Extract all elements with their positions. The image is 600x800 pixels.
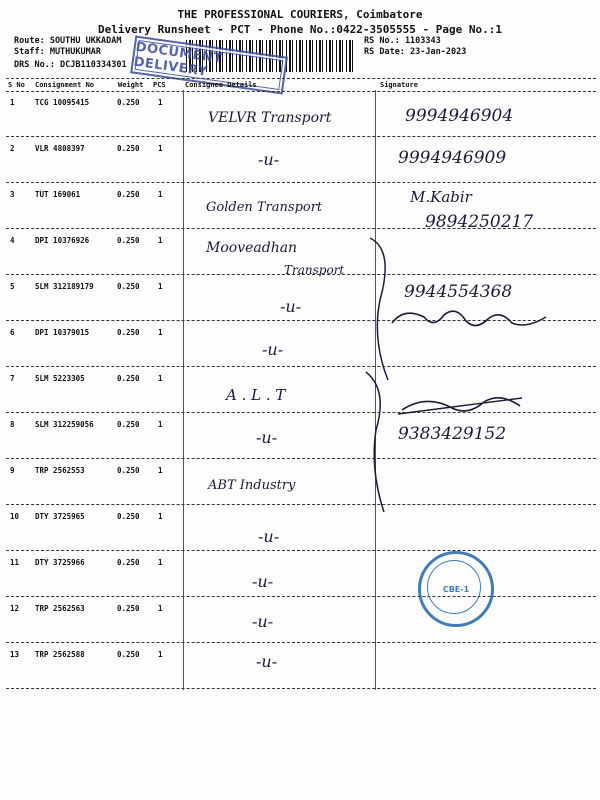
handwritten-consignee-7: A . L . T [226, 386, 286, 404]
row-pcs: 1 [158, 558, 163, 567]
row-separator [6, 458, 596, 459]
row-consignment-no: DTY 3725966 [35, 558, 85, 567]
row-weight: 0.250 [117, 144, 140, 153]
row-sno: 1 [10, 98, 15, 107]
handwritten-consignee-1: VELVR Transport [208, 110, 332, 126]
row-weight: 0.250 [117, 512, 140, 521]
signature-6-scribble [384, 305, 554, 335]
signature-2: 9994946909 [398, 148, 507, 168]
handwritten-ditto-5: -u- [280, 297, 302, 316]
col-consignment: Consignment No [35, 81, 95, 89]
handwritten-ditto-13: -u- [256, 652, 278, 671]
row-pcs: 1 [158, 144, 163, 153]
header-bottom-rule [6, 91, 596, 92]
row-pcs: 1 [158, 328, 163, 337]
row-weight: 0.250 [117, 604, 140, 613]
col-details: Consignee Details [185, 81, 257, 89]
route-label: Route: SOUTHU UKKADAM [14, 36, 122, 46]
row-weight: 0.250 [117, 236, 140, 245]
row-pcs: 1 [158, 98, 163, 107]
row-separator [6, 182, 596, 183]
row-pcs: 1 [158, 374, 163, 383]
row-separator [6, 550, 596, 551]
seal-text: CBE-1 [442, 584, 470, 594]
row-consignment-no: DPI 10376926 [35, 236, 90, 245]
row-consignment-no: DPI 10379015 [35, 328, 90, 337]
row-pcs: 1 [158, 466, 163, 475]
runsheet-subtitle: Delivery Runsheet - PCT - Phone No.:0422-3505555 - Page No.:1 [98, 23, 502, 36]
row-sno: 13 [10, 650, 20, 659]
signature-5: 9944554368 [404, 282, 513, 302]
row-sno: 10 [10, 512, 20, 521]
signature-3b: 9894250217 [425, 212, 534, 232]
row-separator [6, 688, 596, 689]
row-consignment-no: SLM 312259056 [35, 420, 94, 429]
row-pcs: 1 [158, 604, 163, 613]
row-sno: 9 [10, 466, 15, 475]
row-consignment-no: SLM 312189179 [35, 282, 94, 291]
row-pcs: 1 [158, 420, 163, 429]
row-consignment-no: DTY 3725965 [35, 512, 85, 521]
row-sno: 3 [10, 190, 15, 199]
header-top-rule [6, 78, 596, 79]
row-consignment-no: TRP 2562588 [35, 650, 85, 659]
row-consignment-no: TCG 10095415 [35, 98, 90, 107]
details-column-rule [183, 90, 184, 690]
row-sno: 2 [10, 144, 15, 153]
row-pcs: 1 [158, 650, 163, 659]
row-weight: 0.250 [117, 558, 140, 567]
handwritten-consignee-4a: Mooveadhan [206, 240, 298, 256]
document-delivery-stamp: DOCUMENT DELIVERY [130, 35, 288, 94]
staff-label: Staff: MUTHUKUMAR [14, 47, 101, 57]
handwritten-ditto-12: -u- [252, 612, 274, 631]
handwritten-consignee-3: Golden Transport [206, 200, 323, 215]
col-weight: Weight [118, 81, 144, 89]
row-sno: 4 [10, 236, 15, 245]
row-weight: 0.250 [117, 98, 140, 107]
signature-3a: M.Kabir [410, 188, 472, 206]
handwritten-ditto-6: -u- [262, 340, 284, 359]
drs-number: DRS No.: DCJB110334301 [14, 60, 127, 70]
grouping-braces [360, 230, 400, 530]
col-pcs: PCS [153, 81, 166, 89]
handwritten-consignee-9: ABT Industry [208, 478, 296, 493]
row-sno: 11 [10, 558, 20, 567]
row-sno: 12 [10, 604, 20, 613]
handwritten-ditto-10: -u- [258, 527, 280, 546]
row-pcs: 1 [158, 512, 163, 521]
row-weight: 0.250 [117, 328, 140, 337]
rs-number: RS No.: 1103343 [364, 36, 441, 46]
row-separator [6, 642, 596, 643]
row-pcs: 1 [158, 282, 163, 291]
row-weight: 0.250 [117, 420, 140, 429]
company-seal [418, 551, 494, 627]
row-consignment-no: TRP 2562553 [35, 466, 85, 475]
row-pcs: 1 [158, 236, 163, 245]
row-weight: 0.250 [117, 190, 140, 199]
row-sno: 7 [10, 374, 15, 383]
signature-7-scribble [396, 390, 526, 420]
col-sno: S No [8, 81, 25, 89]
signature-8: 9383429152 [398, 424, 507, 444]
row-separator [6, 366, 596, 367]
row-weight: 0.250 [117, 374, 140, 383]
rs-date: RS Date: 23-Jan-2023 [364, 47, 467, 57]
row-consignment-no: SLM 5223305 [35, 374, 85, 383]
handwritten-consignee-4b: Transport [284, 263, 345, 277]
col-signature: Signature [380, 81, 418, 89]
row-weight: 0.250 [117, 650, 140, 659]
row-pcs: 1 [158, 190, 163, 199]
row-sno: 6 [10, 328, 15, 337]
handwritten-ditto-2: -u- [258, 150, 280, 169]
row-separator [6, 596, 596, 597]
row-consignment-no: TUT 169061 [35, 190, 81, 199]
signature-1: 9994946904 [405, 106, 514, 126]
handwritten-ditto-8: -u- [256, 428, 278, 447]
row-consignment-no: TRP 2562563 [35, 604, 85, 613]
row-separator [6, 504, 596, 505]
row-sno: 5 [10, 282, 15, 291]
row-weight: 0.250 [117, 466, 140, 475]
company-title: THE PROFESSIONAL COURIERS, Coimbatore [177, 8, 423, 21]
row-weight: 0.250 [117, 282, 140, 291]
row-sno: 8 [10, 420, 15, 429]
handwritten-ditto-11: -u- [252, 572, 274, 591]
row-separator [6, 136, 596, 137]
row-consignment-no: VLR 4808397 [35, 144, 85, 153]
